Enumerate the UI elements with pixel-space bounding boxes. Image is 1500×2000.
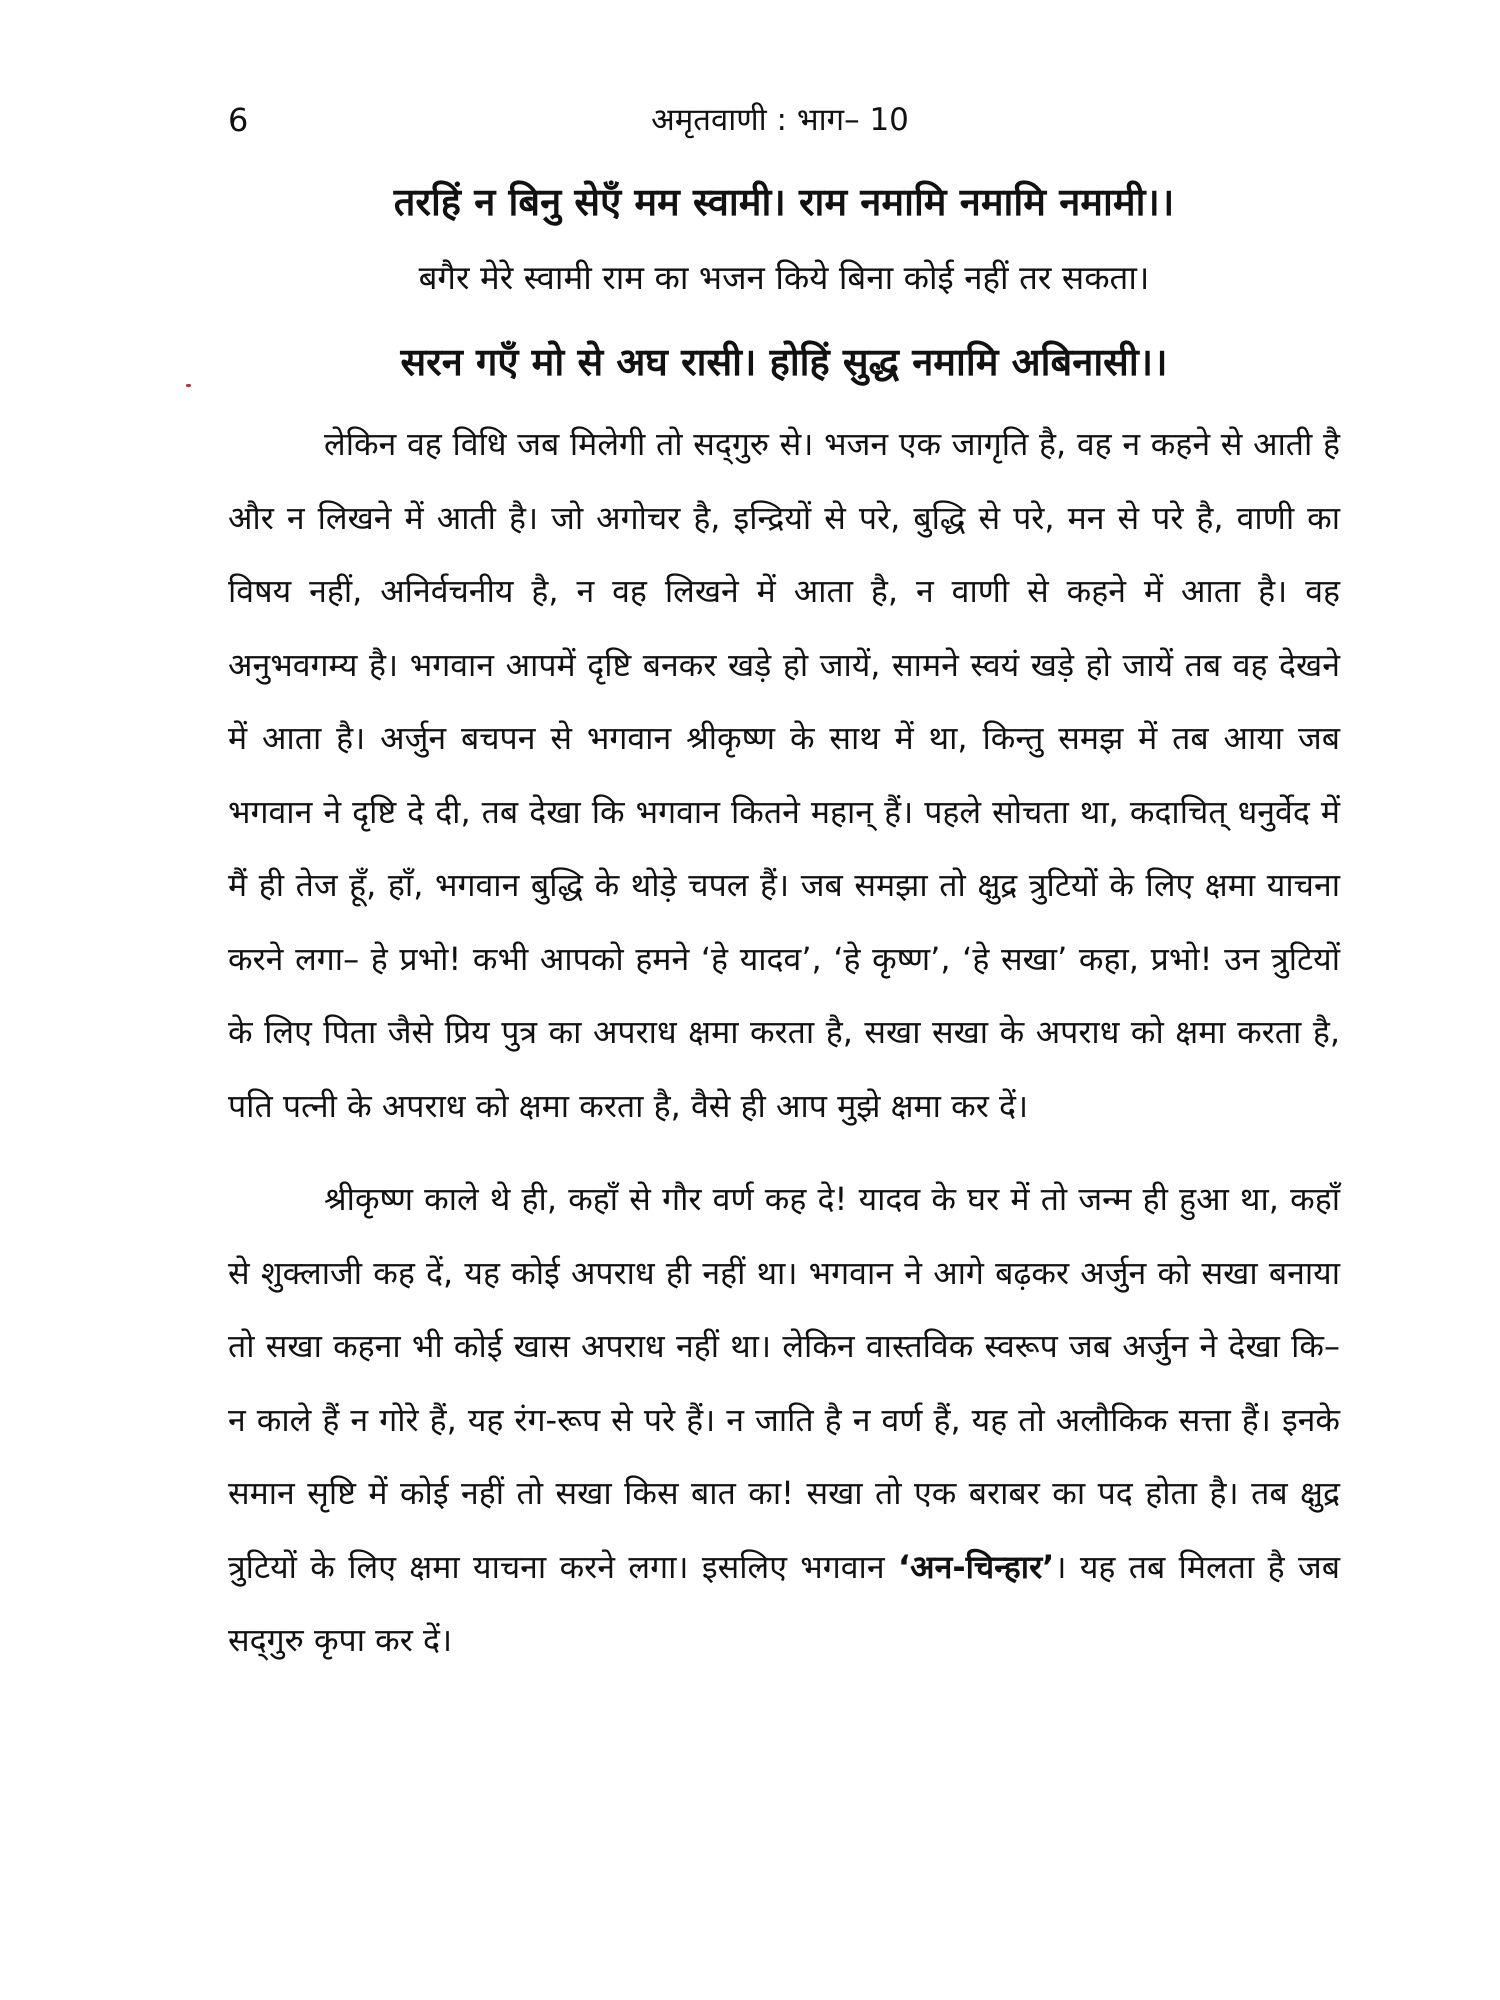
running-title: अमृतवाणी : भाग– 10 xyxy=(651,102,909,138)
paragraph-2-text-after: । यह तब मिलता है जब सद्‌गुरु कृपा कर दें। xyxy=(228,1547,1340,1659)
page-number: 6 xyxy=(228,101,249,139)
paragraph-2 xyxy=(228,1163,1340,1678)
paragraph-2-text-before: श्रीकृष्ण काले थे ही, कहाँ से गौर वर्ण कह दे! यादव के घर में तो जन्म ही हुआ था, कहाँ से शुक्लाजी कह दें, यह कोई अपराध ही नहीं था। भगवान ने आगे बढ़कर अर्जुन को सखा बनाया तो सखा कहना भी कोई खास अपराध नहीं था। लेकिन वास्तविक स्वरूप जब अर्जुन ने देखा कि– न काले हैं न गोरे हैं, यह रंग-रूप से परे हैं। न जाति है न वर्ण हैं, यह तो अलौकिक सत्ता हैं। इनके समान सृष्टि में कोई नहीं तो सखा किस बात का! सखा तो एक बराबर का पद होता है। तब क्षुद्र त्रुटियों के लिए क्षमा याचना करने लगा। इसलिए भगवान xyxy=(228,1180,1340,1586)
page-body xyxy=(228,170,1340,1678)
paragraph-1-text: लेकिन वह विधि जब मिलेगी तो सद्‌गुरु से। भजन एक जागृति है, वह न कहने से आती है और न लिखने में आती है। जो अगोचर है, इन्द्रियों से परे, बुद्धि से परे, मन से परे है, वाणी का विषय नहीं, अनिर्वचनीय है, न वह लिखने में आता है, न वाणी से कहने में आता है। वह अनुभवगम्य है। भगवान आपमें दृष्टि बनकर खड़े हो जायें, सामने स्वयं खड़े हो जायें तब वह देखने में आता है। अर्जुन बचपन से भगवान श्रीकृष्ण के साथ में था, किन्तु समझ में तब आया जब भगवान ने दृष्टि दे दी, तब देखा कि भगवान कितने महान् हैं। पहले सोचता था, कदाचित् धनुर्वेद में मैं ही तेज हूँ, हाँ, भगवान बुद्धि के थोड़े चपल हैं। जब समझा तो क्षुद्र त्रुटियों के लिए क्षमा याचना करने लगा– हे प्रभो! कभी आपको हमने ‘हे यादव’, ‘हे कृष्ण’, ‘हे सखा’ कहा, प्रभो! उन त्रुटियों के लिए पिता जैसे प्रिय पुत्र का अपराध क्षमा करता है, सखा सखा के अपराध को क्षमा करता है, पति पत्नी के अपराध को क्षमा करता है, वैसे ही आप मुझे क्षमा कर दें। xyxy=(228,425,1340,1125)
paragraph-2-emphasis: ‘अन-चिन्हार’ xyxy=(897,1547,1055,1586)
stray-ink-mark xyxy=(186,384,191,387)
verse-line-1: तरहिं न बिनु सेएँ मम स्वामी। राम नमामि नमामि नमामी।। xyxy=(393,180,1175,224)
paragraph-1 xyxy=(228,408,1340,1143)
verse-line-2: सरन गएँ मो से अघ रासी। होहिं सुद्ध नमामि अबिनासी।। xyxy=(400,340,1168,384)
verse-meaning: बगैर मेरे स्वामी राम का भजन किये बिना कोई नहीं तर सकता। xyxy=(418,258,1150,297)
paragraph-2-text xyxy=(228,1163,1340,1678)
